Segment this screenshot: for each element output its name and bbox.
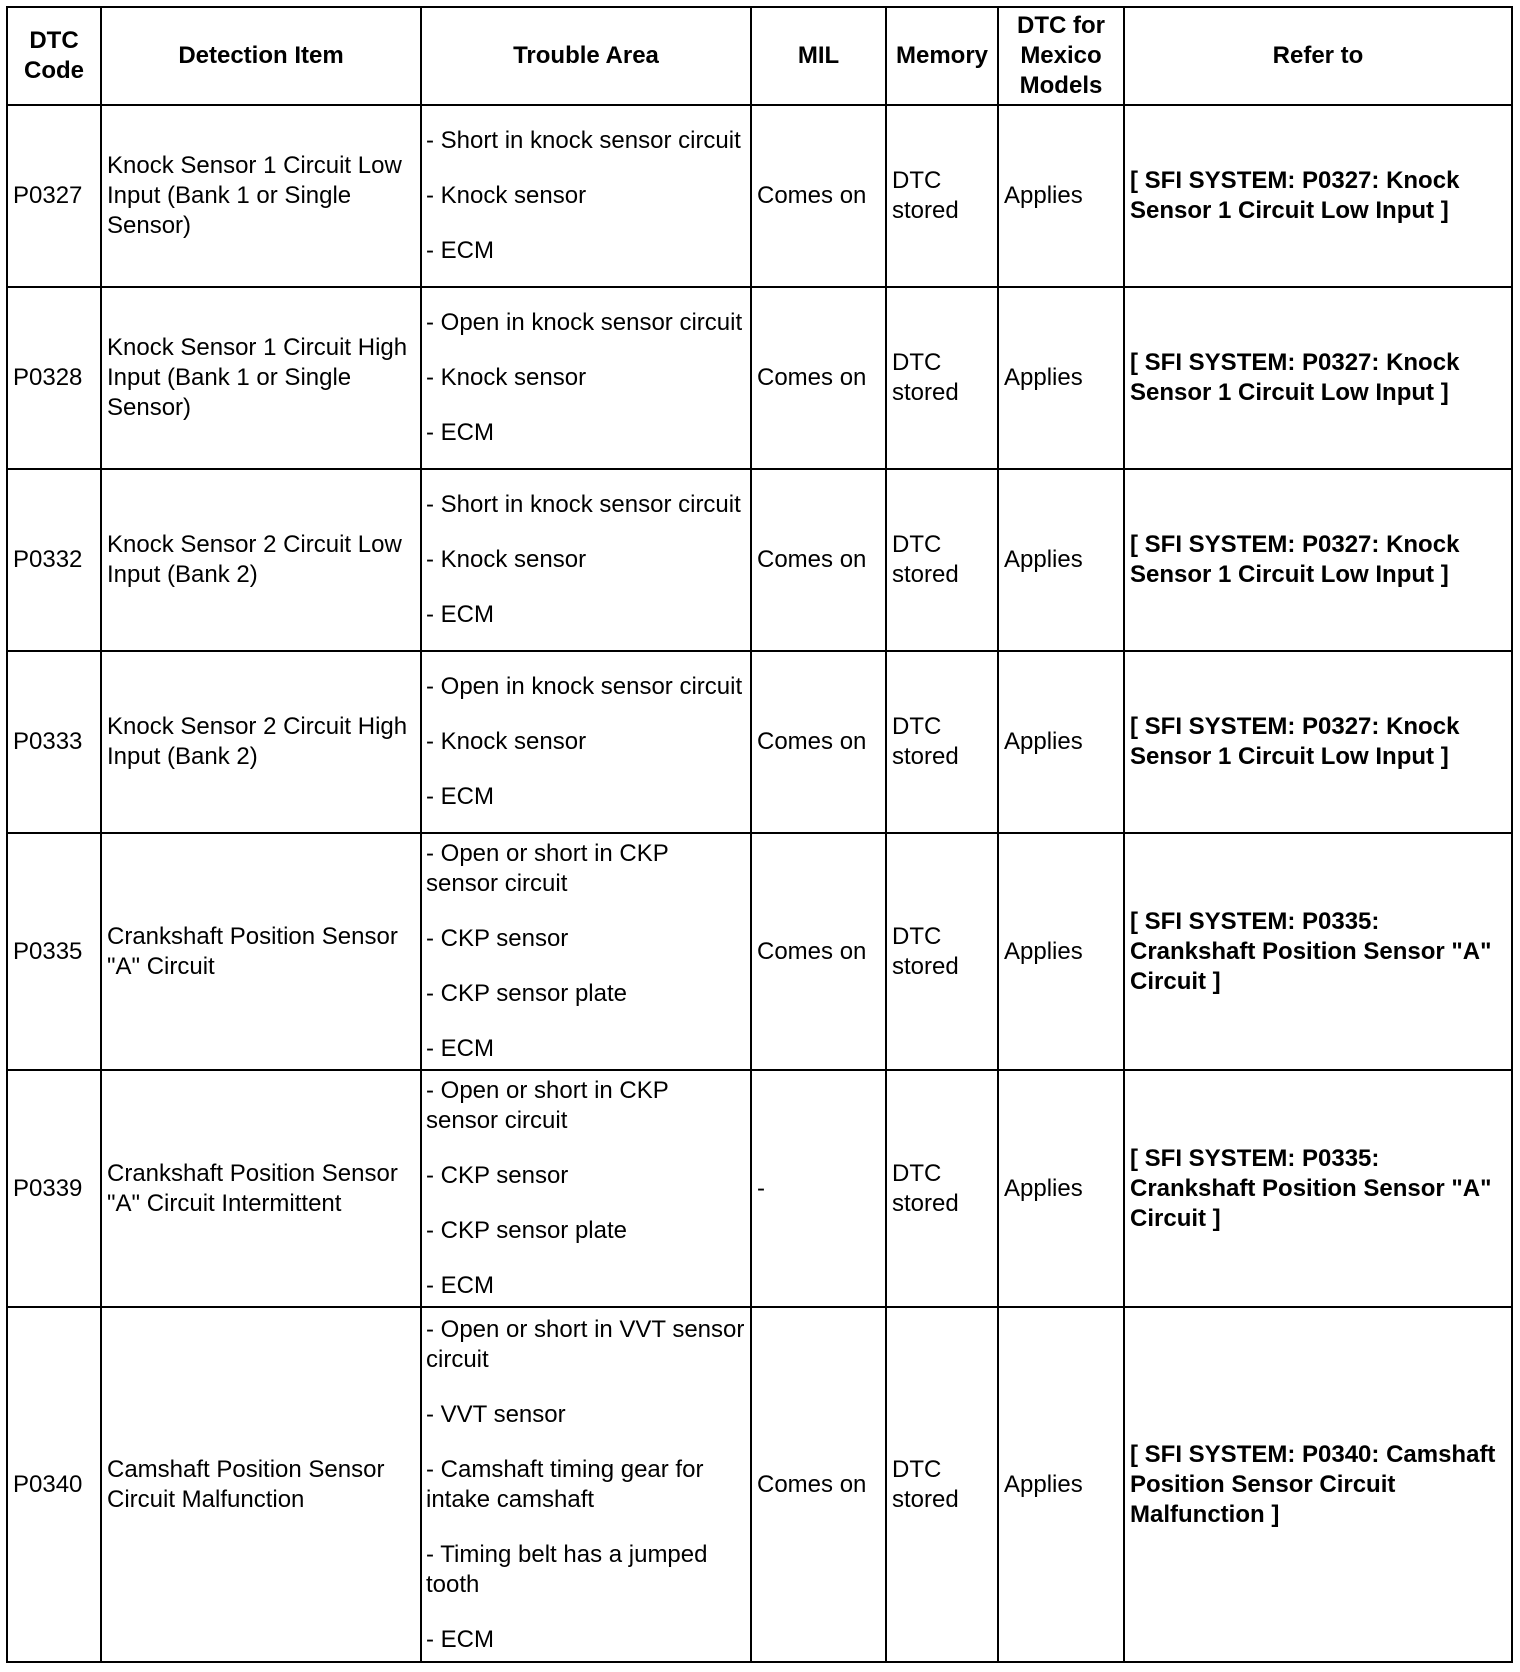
memory-cell: DTC stored <box>886 469 998 651</box>
header-dtc-code: DTC Code <box>7 7 101 105</box>
trouble-area-cell <box>421 1307 751 1662</box>
detection-item-cell: Camshaft Position Sensor Circuit Malfunction <box>101 1307 421 1662</box>
header-detection-item: Detection Item <box>101 7 421 105</box>
table-row <box>7 833 1512 1070</box>
trouble-area-list <box>426 308 746 448</box>
table-row <box>7 651 1512 833</box>
dtc-code-cell: P0332 <box>7 469 101 651</box>
trouble-area-cell <box>421 833 751 1070</box>
trouble-area-item: - Knock sensor <box>426 728 587 755</box>
trouble-area-list <box>426 126 746 266</box>
trouble-area-list <box>426 1076 746 1301</box>
dtc-code-cell: P0339 <box>7 1070 101 1307</box>
trouble-area-item: - CKP sensor <box>426 925 569 952</box>
detection-item-cell: Crankshaft Position Sensor "A" Circuit Intermittent <box>101 1070 421 1307</box>
trouble-area-item: - Open or short in CKP sensor circuit <box>426 1077 669 1134</box>
memory-cell: DTC stored <box>886 833 998 1070</box>
trouble-area-item: - CKP sensor plate <box>426 980 627 1007</box>
dtc-table <box>6 6 1513 1663</box>
header-mil: MIL <box>751 7 886 105</box>
header-refer-to: Refer to <box>1124 7 1512 105</box>
trouble-area-list <box>426 490 746 630</box>
dtc-code-cell: P0327 <box>7 105 101 287</box>
trouble-area-item: - Open in knock sensor circuit <box>426 673 743 700</box>
trouble-area-item: - Knock sensor <box>426 546 587 573</box>
memory-cell: DTC stored <box>886 287 998 469</box>
mexico-models-cell: Applies <box>998 105 1124 287</box>
refer-to-cell: [ SFI SYSTEM: P0335: Crankshaft Position Sensor "A" Circuit ] <box>1124 833 1512 1070</box>
table-row <box>7 1070 1512 1307</box>
header-row <box>7 7 1512 105</box>
trouble-area-item: - ECM <box>426 783 494 810</box>
mil-cell: Comes on <box>751 287 886 469</box>
trouble-area-list <box>426 1315 746 1655</box>
refer-to-cell: [ SFI SYSTEM: P0327: Knock Sensor 1 Circuit Low Input ] <box>1124 287 1512 469</box>
mexico-models-cell: Applies <box>998 833 1124 1070</box>
detection-item-cell: Knock Sensor 1 Circuit High Input (Bank 1 or Single Sensor) <box>101 287 421 469</box>
trouble-area-cell <box>421 287 751 469</box>
trouble-area-item: - CKP sensor <box>426 1162 569 1189</box>
mil-cell: Comes on <box>751 651 886 833</box>
trouble-area-item: - ECM <box>426 1625 494 1653</box>
mexico-models-cell: Applies <box>998 469 1124 651</box>
memory-cell: DTC stored <box>886 1307 998 1662</box>
trouble-area-cell <box>421 1070 751 1307</box>
mexico-models-cell: Applies <box>998 1070 1124 1307</box>
trouble-area-item: - ECM <box>426 601 494 628</box>
refer-to-cell: [ SFI SYSTEM: P0327: Knock Sensor 1 Circuit Low Input ] <box>1124 469 1512 651</box>
mil-cell: - <box>751 1070 886 1307</box>
table-body <box>7 105 1512 1662</box>
trouble-area-cell <box>421 469 751 651</box>
trouble-area-item: - ECM <box>426 237 494 264</box>
trouble-area-list <box>426 672 746 812</box>
mil-cell: Comes on <box>751 833 886 1070</box>
table-row <box>7 287 1512 469</box>
memory-cell: DTC stored <box>886 1070 998 1307</box>
mil-cell: Comes on <box>751 469 886 651</box>
detection-item-cell: Knock Sensor 2 Circuit High Input (Bank 2) <box>101 651 421 833</box>
refer-to-cell: [ SFI SYSTEM: P0340: Camshaft Position Sensor Circuit Malfunction ] <box>1124 1307 1512 1662</box>
mexico-models-cell: Applies <box>998 1307 1124 1662</box>
detection-item-cell: Knock Sensor 2 Circuit Low Input (Bank 2) <box>101 469 421 651</box>
mil-cell: Comes on <box>751 105 886 287</box>
header-mexico-models: DTC for Mexico Models <box>998 7 1124 105</box>
trouble-area-item: - CKP sensor plate <box>426 1217 627 1244</box>
dtc-code-cell: P0340 <box>7 1307 101 1662</box>
trouble-area-list <box>426 839 746 1064</box>
trouble-area-item: - Open or short in VVT sensor circuit <box>426 1315 745 1373</box>
refer-to-cell: [ SFI SYSTEM: P0327: Knock Sensor 1 Circuit Low Input ] <box>1124 651 1512 833</box>
mexico-models-cell: Applies <box>998 651 1124 833</box>
trouble-area-item: - Open or short in CKP sensor circuit <box>426 840 669 897</box>
dtc-code-cell: P0328 <box>7 287 101 469</box>
table-row <box>7 1307 1512 1662</box>
trouble-area-item: - Camshaft timing gear for intake camshaft <box>426 1455 704 1513</box>
dtc-code-cell: P0335 <box>7 833 101 1070</box>
detection-item-cell: Crankshaft Position Sensor "A" Circuit <box>101 833 421 1070</box>
dtc-code-cell: P0333 <box>7 651 101 833</box>
mil-cell: Comes on <box>751 1307 886 1662</box>
trouble-area-item: - Short in knock sensor circuit <box>426 491 741 518</box>
header-trouble-area: Trouble Area <box>421 7 751 105</box>
trouble-area-item: - Open in knock sensor circuit <box>426 309 743 336</box>
memory-cell: DTC stored <box>886 105 998 287</box>
trouble-area-item: - Short in knock sensor circuit <box>426 127 741 154</box>
table-row <box>7 469 1512 651</box>
trouble-area-item: - Knock sensor <box>426 182 587 209</box>
table-row <box>7 105 1512 287</box>
trouble-area-cell <box>421 651 751 833</box>
trouble-area-cell <box>421 105 751 287</box>
trouble-area-item: - ECM <box>426 419 494 446</box>
trouble-area-item: - Knock sensor <box>426 364 587 391</box>
refer-to-cell: [ SFI SYSTEM: P0335: Crankshaft Position Sensor "A" Circuit ] <box>1124 1070 1512 1307</box>
refer-to-cell: [ SFI SYSTEM: P0327: Knock Sensor 1 Circuit Low Input ] <box>1124 105 1512 287</box>
trouble-area-item: - VVT sensor <box>426 1400 566 1428</box>
trouble-area-item: - ECM <box>426 1272 494 1299</box>
trouble-area-item: - ECM <box>426 1035 494 1062</box>
detection-item-cell: Knock Sensor 1 Circuit Low Input (Bank 1 or Single Sensor) <box>101 105 421 287</box>
header-memory: Memory <box>886 7 998 105</box>
mexico-models-cell: Applies <box>998 287 1124 469</box>
memory-cell: DTC stored <box>886 651 998 833</box>
trouble-area-item: - Timing belt has a jumped tooth <box>426 1540 708 1598</box>
